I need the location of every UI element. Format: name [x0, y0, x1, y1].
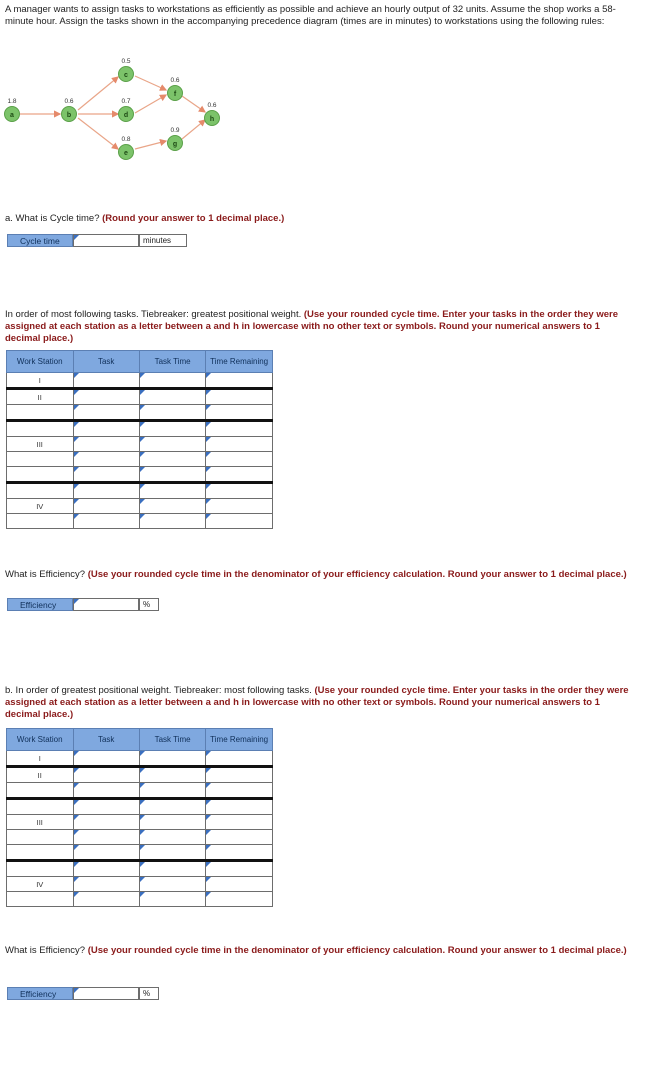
task-time-input[interactable]	[139, 830, 205, 845]
task-input[interactable]	[73, 467, 139, 483]
task-input[interactable]	[73, 405, 139, 421]
cycle-time-label: Cycle time	[7, 234, 73, 247]
task-input[interactable]	[73, 514, 139, 529]
node-time-c: 0.5	[121, 58, 131, 65]
task-time-input[interactable]	[139, 751, 205, 767]
efficiency-unit-a: %	[139, 598, 159, 611]
efficiency-input-b[interactable]	[73, 987, 139, 1000]
station-label: IV	[7, 499, 74, 514]
station-label: III	[7, 437, 74, 452]
task-time-input[interactable]	[139, 861, 205, 877]
table-row	[7, 877, 273, 892]
task-time-input[interactable]	[139, 499, 205, 514]
table-row	[7, 751, 273, 767]
station-label: IV	[7, 877, 74, 892]
task-input[interactable]	[73, 499, 139, 514]
time-remaining-input[interactable]	[206, 892, 273, 907]
station-label-empty	[7, 845, 74, 861]
station-label-empty	[7, 514, 74, 529]
edge-b-e	[78, 118, 118, 149]
node-time-f: 0.6	[170, 77, 180, 84]
time-remaining-input[interactable]	[206, 767, 273, 783]
node-time-e: 0.8	[121, 136, 131, 143]
header-1: Task	[73, 729, 139, 751]
task-time-input[interactable]	[139, 421, 205, 437]
station-label-empty	[7, 799, 74, 815]
table-row	[7, 767, 273, 783]
efficiency-unit-b: %	[139, 987, 159, 1000]
task-time-input[interactable]	[139, 783, 205, 799]
node-label-d: d	[123, 112, 129, 119]
task-time-input[interactable]	[139, 483, 205, 499]
part-a-question: a. What is Cycle time? (Round your answer to 1 decimal place.)	[5, 213, 285, 224]
table-row	[7, 499, 273, 514]
time-remaining-input[interactable]	[206, 830, 273, 845]
task-input[interactable]	[73, 861, 139, 877]
edge-c-f	[135, 76, 166, 90]
task-input[interactable]	[73, 373, 139, 389]
task-time-input[interactable]	[139, 845, 205, 861]
task-time-input[interactable]	[139, 514, 205, 529]
node-label-a: a	[10, 112, 14, 119]
task-input[interactable]	[73, 751, 139, 767]
station-label: I	[7, 373, 74, 389]
task-time-input[interactable]	[139, 389, 205, 405]
task-input[interactable]	[73, 815, 139, 830]
station-label-empty	[7, 861, 74, 877]
header-1: Task	[73, 351, 139, 373]
task-input[interactable]	[73, 452, 139, 467]
header-3: Time Remaining	[206, 351, 273, 373]
task-time-input[interactable]	[139, 892, 205, 907]
edge-d-f	[135, 95, 166, 113]
task-input[interactable]	[73, 421, 139, 437]
part-a-efficiency-question: What is Efficiency? (Use your rounded cycle time in the denominator of your efficiency calculation. Round your answer to 1 decimal place.)	[5, 569, 627, 580]
task-time-input[interactable]	[139, 437, 205, 452]
table-row	[7, 514, 273, 529]
node-label-c: c	[124, 72, 128, 79]
time-remaining-input[interactable]	[206, 799, 273, 815]
table-row	[7, 389, 273, 405]
header-2: Task Time	[139, 351, 205, 373]
edge-b-c	[78, 77, 118, 110]
table-row	[7, 783, 273, 799]
station-label: I	[7, 751, 74, 767]
node-label-f: f	[173, 91, 177, 98]
time-remaining-input[interactable]	[206, 815, 273, 830]
node-label-b: b	[66, 112, 72, 119]
task-time-input[interactable]	[139, 877, 205, 892]
edge-e-g	[135, 141, 166, 149]
task-input[interactable]	[73, 845, 139, 861]
table-row	[7, 861, 273, 877]
efficiency-input-a[interactable]	[73, 598, 139, 611]
station-label-empty	[7, 405, 74, 421]
task-time-input[interactable]	[139, 467, 205, 483]
station-label-empty	[7, 783, 74, 799]
table-row	[7, 892, 273, 907]
node-time-b: 0.6	[64, 98, 74, 105]
table-row	[7, 405, 273, 421]
node-time-d: 0.7	[121, 98, 131, 105]
table-row	[7, 830, 273, 845]
table-row	[7, 483, 273, 499]
time-remaining-input[interactable]	[206, 861, 273, 877]
header-0: Work Station	[7, 729, 74, 751]
task-time-input[interactable]	[139, 815, 205, 830]
task-time-input[interactable]	[139, 799, 205, 815]
node-time-h: 0.6	[207, 102, 217, 109]
station-label-empty	[7, 830, 74, 845]
part-a-order-text: In order of most following tasks. Tiebreaker: greatest positional weight. (Use your rounded cycle time. Enter your tasks in the order they were assigned at each station as a letter between a and h in lowercase with no other text or symbols. Round your numerical answers to 1 decimal place.)	[5, 309, 618, 344]
time-remaining-input[interactable]	[206, 389, 273, 405]
edge-f-h	[182, 96, 205, 112]
time-remaining-input[interactable]	[206, 421, 273, 437]
time-remaining-input[interactable]	[206, 514, 273, 529]
node-time-g: 0.9	[170, 127, 180, 134]
efficiency-label-a: Efficiency	[7, 598, 73, 611]
time-remaining-input[interactable]	[206, 483, 273, 499]
time-remaining-input[interactable]	[206, 467, 273, 483]
node-label-e: e	[124, 150, 128, 157]
time-remaining-input[interactable]	[206, 845, 273, 861]
task-input[interactable]	[73, 437, 139, 452]
task-input[interactable]	[73, 892, 139, 907]
task-input[interactable]	[73, 799, 139, 815]
station-label-empty	[7, 892, 74, 907]
station-label: II	[7, 767, 74, 783]
task-time-input[interactable]	[139, 373, 205, 389]
table-row	[7, 452, 273, 467]
time-remaining-input[interactable]	[206, 499, 273, 514]
part-b-question: b. In order of greatest positional weight. Tiebreaker: most following tasks. (Use your rounded cycle time. Enter your tasks in the order they were assigned at each station as a letter between a and h in lowercase with no other text or symbols. Round your numerical answers to 1 decimal place.)	[5, 685, 629, 720]
workstation-table-a	[6, 350, 273, 529]
cycle-time-input[interactable]	[73, 234, 139, 247]
header-3: Time Remaining	[206, 729, 273, 751]
node-label-h: h	[209, 116, 215, 123]
table-row	[7, 815, 273, 830]
table-row	[7, 373, 273, 389]
header-2: Task Time	[139, 729, 205, 751]
node-time-a: 1.8	[7, 98, 17, 105]
precedence-diagram	[0, 55, 240, 165]
efficiency-label-b: Efficiency	[7, 987, 73, 1000]
table-row	[7, 799, 273, 815]
table-row	[7, 421, 273, 437]
node-label-g: g	[172, 141, 178, 148]
time-remaining-input[interactable]	[206, 783, 273, 799]
task-time-input[interactable]	[139, 452, 205, 467]
workstation-table-b	[6, 728, 273, 907]
problem-intro: A manager wants to assign tasks to workstations as efficiently as possible and achieve an hourly output of 32 units. Assume the shop works a 58-minute hour. Assign the tasks shown in the accompanying precedence diagram (times are in minutes) to workstations using the following rules:	[5, 4, 616, 27]
time-remaining-input[interactable]	[206, 437, 273, 452]
table-row	[7, 437, 273, 452]
station-label-empty	[7, 421, 74, 437]
part-b-efficiency-question: What is Efficiency? (Use your rounded cycle time in the denominator of your efficiency calculation. Round your answer to 1 decimal place.)	[5, 945, 627, 956]
time-remaining-input[interactable]	[206, 405, 273, 421]
edge-g-h	[182, 120, 205, 139]
station-label-empty	[7, 483, 74, 499]
task-input[interactable]	[73, 767, 139, 783]
task-time-input[interactable]	[139, 405, 205, 421]
task-input[interactable]	[73, 783, 139, 799]
task-input[interactable]	[73, 483, 139, 499]
station-label: II	[7, 389, 74, 405]
header-0: Work Station	[7, 351, 74, 373]
time-remaining-input[interactable]	[206, 373, 273, 389]
station-label-empty	[7, 467, 74, 483]
task-input[interactable]	[73, 830, 139, 845]
station-label: III	[7, 815, 74, 830]
table-row	[7, 467, 273, 483]
time-remaining-input[interactable]	[206, 877, 273, 892]
time-remaining-input[interactable]	[206, 751, 273, 767]
station-label-empty	[7, 452, 74, 467]
table-row	[7, 845, 273, 861]
time-remaining-input[interactable]	[206, 452, 273, 467]
task-time-input[interactable]	[139, 767, 205, 783]
task-input[interactable]	[73, 877, 139, 892]
task-input[interactable]	[73, 389, 139, 405]
cycle-time-unit: minutes	[139, 234, 187, 247]
